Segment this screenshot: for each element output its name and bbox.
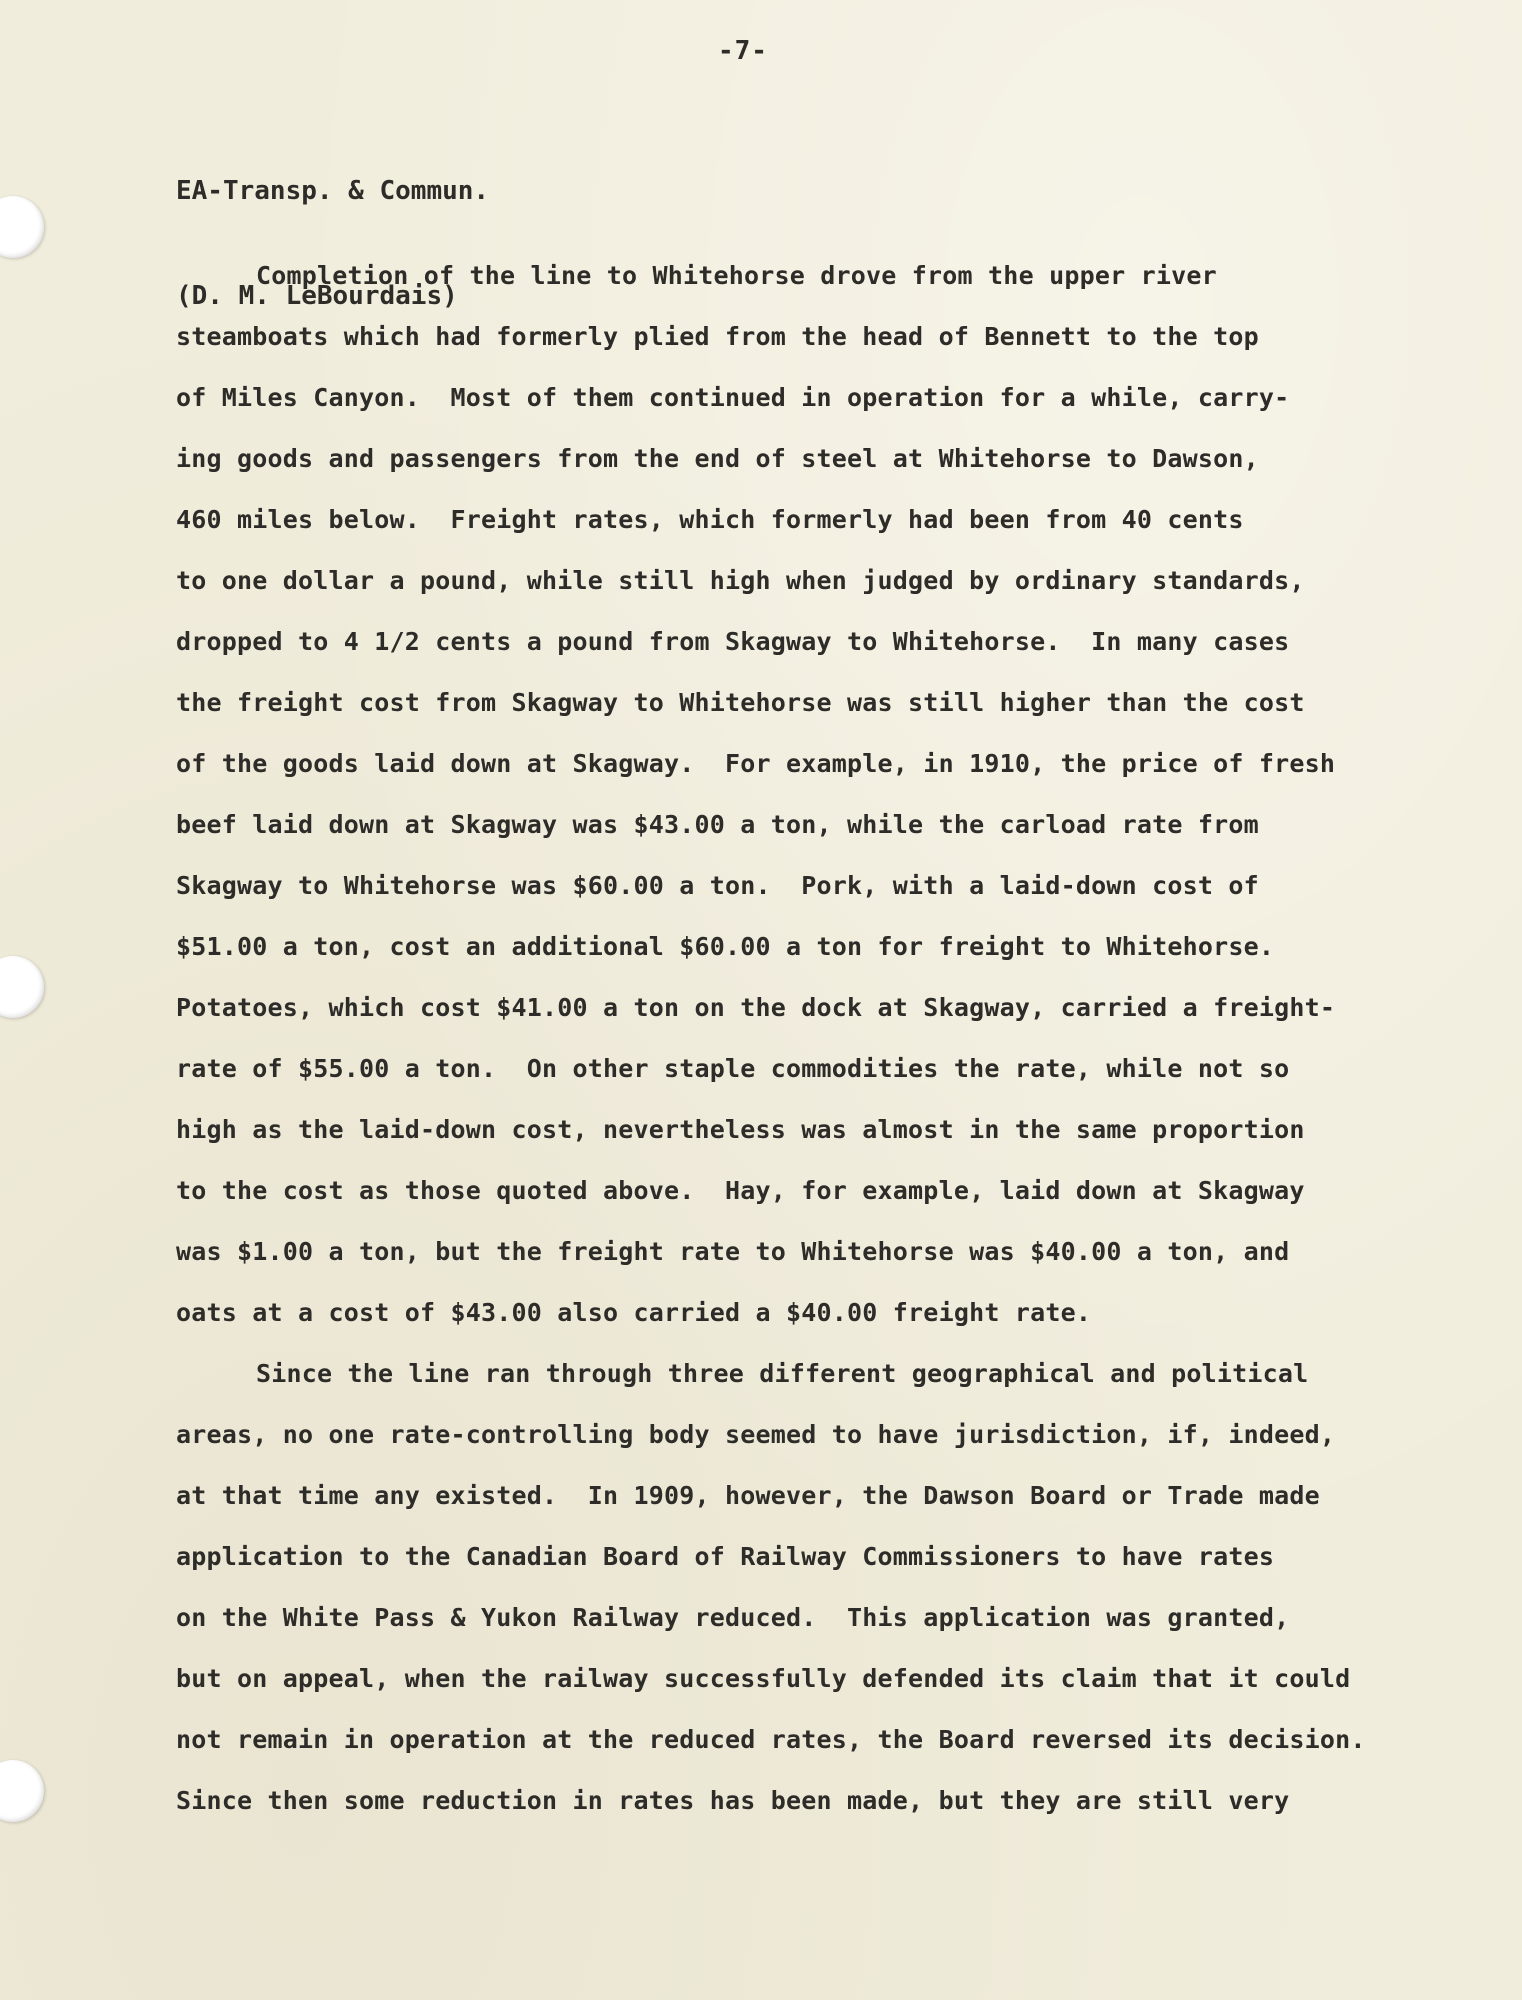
text-line: 460 miles below. Freight rates, which formerly had been from 40 cents: [176, 505, 1244, 534]
text-line: Potatoes, which cost $41.00 a ton on the dock at Skagway, carried a freight-: [176, 993, 1336, 1022]
page-number: -7-: [718, 36, 768, 66]
text-line: at that time any existed. In 1909, however, the Dawson Board or Trade made: [176, 1481, 1320, 1510]
header-author-line: (D. M. LeBourdais): [176, 281, 458, 311]
text-line: not remain in operation at the reduced rates, the Board reversed its decision.: [176, 1725, 1366, 1754]
text-line: of the goods laid down at Skagway. For example, in 1910, the price of fresh: [176, 749, 1336, 778]
body-text: [176, 245, 1406, 1831]
text-line: Since the line ran through three different geographical and political: [256, 1359, 1309, 1388]
text-line: oats at a cost of $43.00 also carried a $40.00 freight rate.: [176, 1298, 1092, 1327]
text-line: application to the Canadian Board of Railway Commissioners to have rates: [176, 1542, 1275, 1571]
text-line: beef laid down at Skagway was $43.00 a ton, while the carload rate from: [176, 810, 1259, 839]
punch-hole: [0, 1760, 44, 1822]
punch-hole: [0, 956, 44, 1018]
text-line: ing goods and passengers from the end of steel at Whitehorse to Dawson,: [176, 444, 1259, 473]
text-line: to one dollar a pound, while still high when judged by ordinary standards,: [176, 566, 1305, 595]
punch-hole: [0, 196, 44, 258]
text-line: was $1.00 a ton, but the freight rate to Whitehorse was $40.00 a ton, and: [176, 1237, 1290, 1266]
text-line: on the White Pass & Yukon Railway reduced. This application was granted,: [176, 1603, 1290, 1632]
text-line: dropped to 4 1/2 cents a pound from Skagway to Whitehorse. In many cases: [176, 627, 1290, 656]
paragraph-2: [176, 1343, 1406, 1831]
text-line: areas, no one rate-controlling body seemed to have jurisdiction, if, indeed,: [176, 1420, 1336, 1449]
text-line: Since then some reduction in rates has been made, but they are still very: [176, 1786, 1290, 1815]
text-line: the freight cost from Skagway to Whitehorse was still higher than the cost: [176, 688, 1305, 717]
text-line: of Miles Canyon. Most of them continued in operation for a while, carry-: [176, 383, 1290, 412]
header-subject-line: EA-Transp. & Commun.: [176, 176, 490, 206]
text-line: but on appeal, when the railway successfully defended its claim that it could: [176, 1664, 1351, 1693]
text-line: rate of $55.00 a ton. On other staple commodities the rate, while not so: [176, 1054, 1290, 1083]
text-line: $51.00 a ton, cost an additional $60.00 a ton for freight to Whitehorse.: [176, 932, 1275, 961]
text-line: Skagway to Whitehorse was $60.00 a ton. Pork, with a laid-down cost of: [176, 871, 1259, 900]
paragraph-1: [176, 245, 1406, 1343]
text-line: steamboats which had formerly plied from the head of Bennett to the top: [176, 322, 1259, 351]
text-line: high as the laid-down cost, nevertheless was almost in the same proportion: [176, 1115, 1305, 1144]
text-line: to the cost as those quoted above. Hay, for example, laid down at Skagway: [176, 1176, 1305, 1205]
text-line: Completion of the line to Whitehorse drove from the upper river: [256, 261, 1217, 290]
